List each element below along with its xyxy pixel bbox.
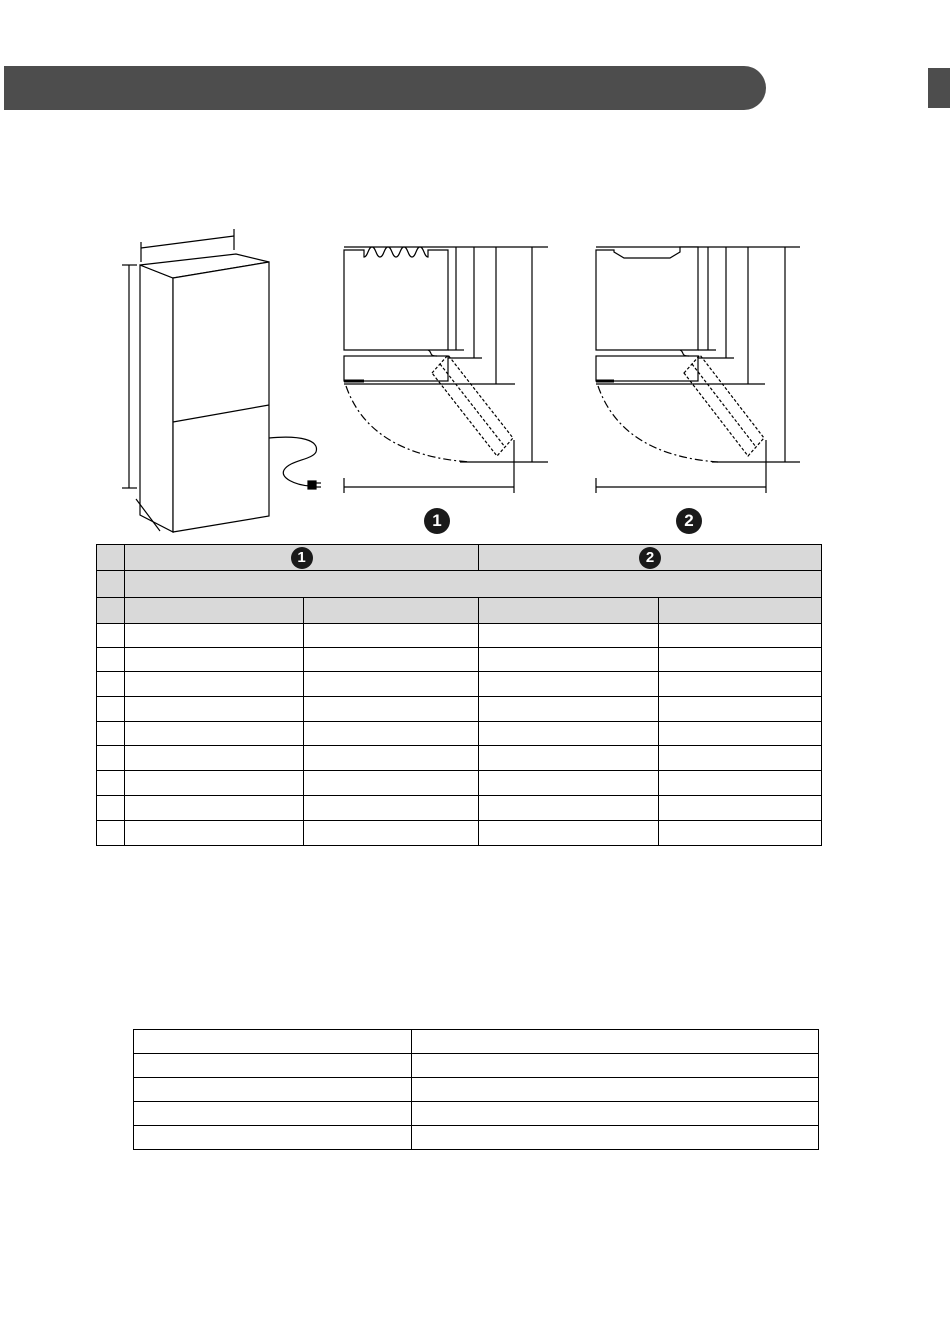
table-row xyxy=(134,1102,819,1126)
table-column-header-row xyxy=(97,598,822,624)
option-1-badge: 1 xyxy=(424,508,450,534)
option-2-badge: 2 xyxy=(676,508,702,534)
top-view-option-1 xyxy=(344,247,548,493)
header-option-1-badge: 1 xyxy=(291,547,313,569)
table-row xyxy=(134,1078,819,1102)
table-row xyxy=(97,672,822,697)
table-row xyxy=(134,1030,819,1054)
table-row xyxy=(97,746,822,771)
fridge-isometric xyxy=(122,229,321,532)
table-row xyxy=(97,722,822,746)
table-row xyxy=(97,821,822,846)
header-option-2-badge: 2 xyxy=(639,547,661,569)
table-row xyxy=(97,624,822,648)
spec-table xyxy=(133,1029,819,1150)
table-row xyxy=(97,648,822,672)
table-row xyxy=(97,697,822,722)
table-row xyxy=(97,771,822,796)
table-subheader-row xyxy=(97,571,822,598)
table-row xyxy=(97,796,822,821)
top-view-option-2 xyxy=(596,247,800,493)
dimension-drawing xyxy=(0,0,950,545)
table-row xyxy=(134,1126,819,1150)
table-row xyxy=(134,1054,819,1078)
table-header-row xyxy=(97,545,822,571)
dimension-table xyxy=(96,544,822,846)
